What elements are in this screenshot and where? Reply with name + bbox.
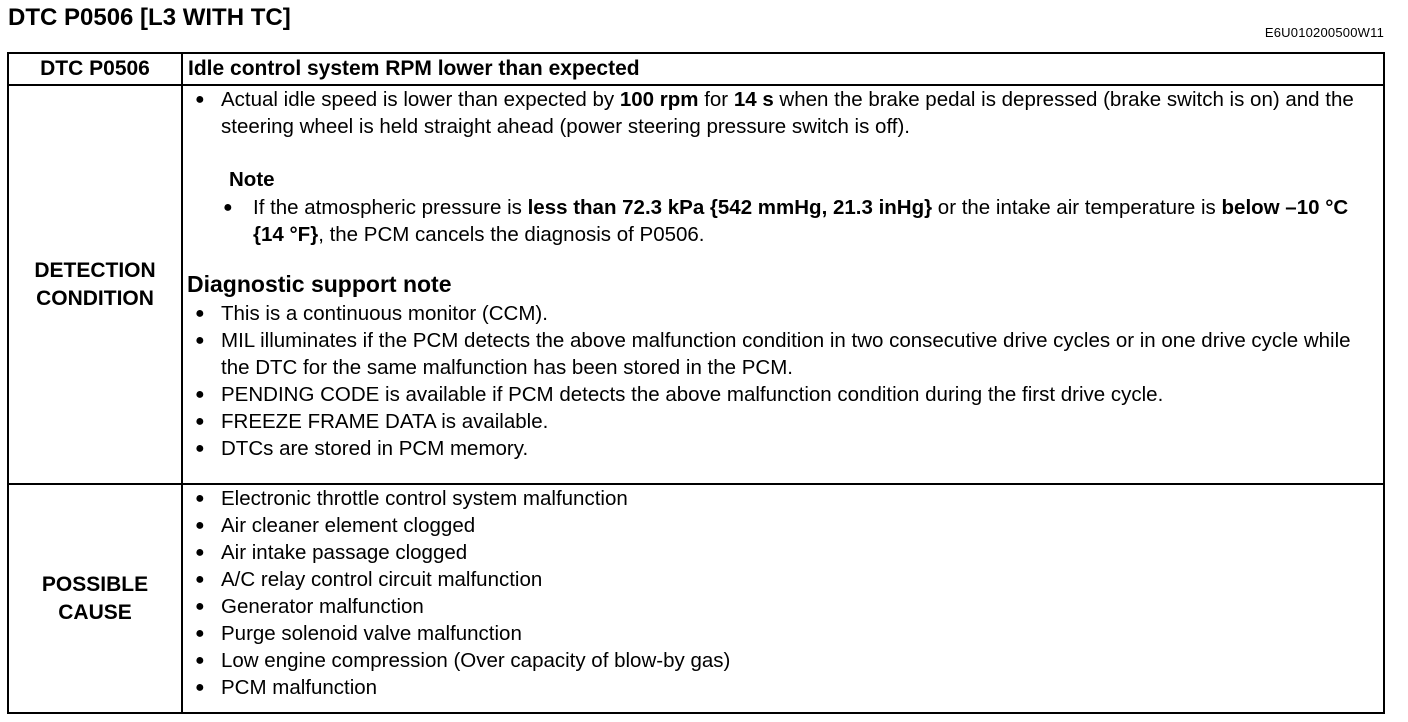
list-item xyxy=(183,327,1383,381)
text-run: or the intake air temperature is xyxy=(932,196,1222,219)
bullet-icon: ● xyxy=(195,305,205,322)
bullet-icon: ● xyxy=(195,625,205,642)
bullet-icon: ● xyxy=(223,199,233,216)
note-bullet xyxy=(223,194,1383,248)
list-item xyxy=(183,435,1383,462)
list-item-text: PENDING CODE is available if PCM detects the above malfunction condition during the first drive cycle. xyxy=(221,383,1164,406)
text-run: for xyxy=(698,88,734,111)
support-note-title: Diagnostic support note xyxy=(187,271,452,297)
text-run: Actual idle speed is lower than expected by xyxy=(221,88,620,111)
cause-list xyxy=(183,485,1383,701)
header-dtc-code: DTC P0506 xyxy=(8,53,182,85)
bold-run: 100 rpm xyxy=(619,88,699,111)
list-item-text: PCM malfunction xyxy=(221,676,378,699)
list-item-text: Purge solenoid valve malfunction xyxy=(221,622,522,645)
bullet-icon: ● xyxy=(195,490,205,507)
detection-row xyxy=(8,85,1384,484)
cause-label-line2: CAUSE xyxy=(58,600,132,624)
text-run: If the atmospheric pressure is xyxy=(253,196,528,219)
bullet-icon: ● xyxy=(195,598,205,615)
list-item xyxy=(183,512,1383,539)
page-title: DTC P0506 [L3 WITH TC] xyxy=(8,4,291,31)
text-run: , the PCM cancels the diagnosis of P0506. xyxy=(318,223,705,246)
list-item-text: MIL illuminates if the PCM detects the above malfunction condition in two consecutive drive cycles or in one drive cycle while the DTC for the same malfunction has been stored in the PCM. xyxy=(221,329,1351,379)
support-note-list xyxy=(183,300,1383,462)
list-item xyxy=(183,408,1383,435)
dtc-table xyxy=(7,52,1385,714)
list-item xyxy=(183,647,1383,674)
list-item-text: FREEZE FRAME DATA is available. xyxy=(221,410,549,433)
list-item-text: Generator malfunction xyxy=(221,595,424,618)
bullet-icon: ● xyxy=(195,386,205,403)
bold-run: 14 s xyxy=(733,88,774,111)
list-item xyxy=(183,539,1383,566)
bullet-icon: ● xyxy=(195,679,205,696)
text-run: when the brake pedal is depressed (brake switch is on) and the steering wheel is held straight ahead (power steering pressure switch is off). xyxy=(221,88,1354,138)
detection-label-line2: CONDITION xyxy=(36,286,154,310)
list-item xyxy=(183,593,1383,620)
cause-content xyxy=(182,484,1384,713)
bullet-icon: ● xyxy=(195,440,205,457)
list-item-text: A/C relay control circuit malfunction xyxy=(221,568,543,591)
list-item xyxy=(183,485,1383,512)
detection-label-line1: DETECTION xyxy=(34,258,156,282)
list-item xyxy=(183,674,1383,701)
list-item xyxy=(183,300,1383,327)
list-item xyxy=(183,620,1383,647)
bullet-icon: ● xyxy=(195,652,205,669)
detection-label xyxy=(8,85,182,484)
cause-row xyxy=(8,484,1384,713)
bullet-icon: ● xyxy=(195,413,205,430)
detection-content xyxy=(182,85,1384,484)
detection-bullet xyxy=(183,86,1383,140)
list-item xyxy=(183,566,1383,593)
list-item-text: Low engine compression (Over capacity of blow-by gas) xyxy=(221,649,731,672)
list-item-text: Electronic throttle control system malfunction xyxy=(221,487,628,510)
bold-run: below –10 °C {14 °F} xyxy=(253,196,1349,246)
header-description: Idle control system RPM lower than expected xyxy=(182,53,1384,85)
header-row xyxy=(8,53,1384,85)
cause-label xyxy=(8,484,182,713)
list-item-text: This is a continuous monitor (CCM). xyxy=(221,302,548,325)
bullet-icon: ● xyxy=(195,517,205,534)
list-item-text: Air intake passage clogged xyxy=(221,541,468,564)
bullet-icon: ● xyxy=(195,91,205,108)
list-item xyxy=(183,381,1383,408)
bullet-icon: ● xyxy=(195,571,205,588)
document-code: E6U010200500W11 xyxy=(1264,25,1384,40)
note-block xyxy=(183,166,1383,248)
note-title: Note xyxy=(229,168,275,191)
list-item-text: Air cleaner element clogged xyxy=(221,514,476,537)
bullet-icon: ● xyxy=(195,332,205,349)
cause-label-line1: POSSIBLE xyxy=(41,572,149,596)
bullet-icon: ● xyxy=(195,544,205,561)
bold-run: less than 72.3 kPa {542 mmHg, 21.3 inHg} xyxy=(527,196,933,219)
list-item-text: DTCs are stored in PCM memory. xyxy=(221,437,529,460)
